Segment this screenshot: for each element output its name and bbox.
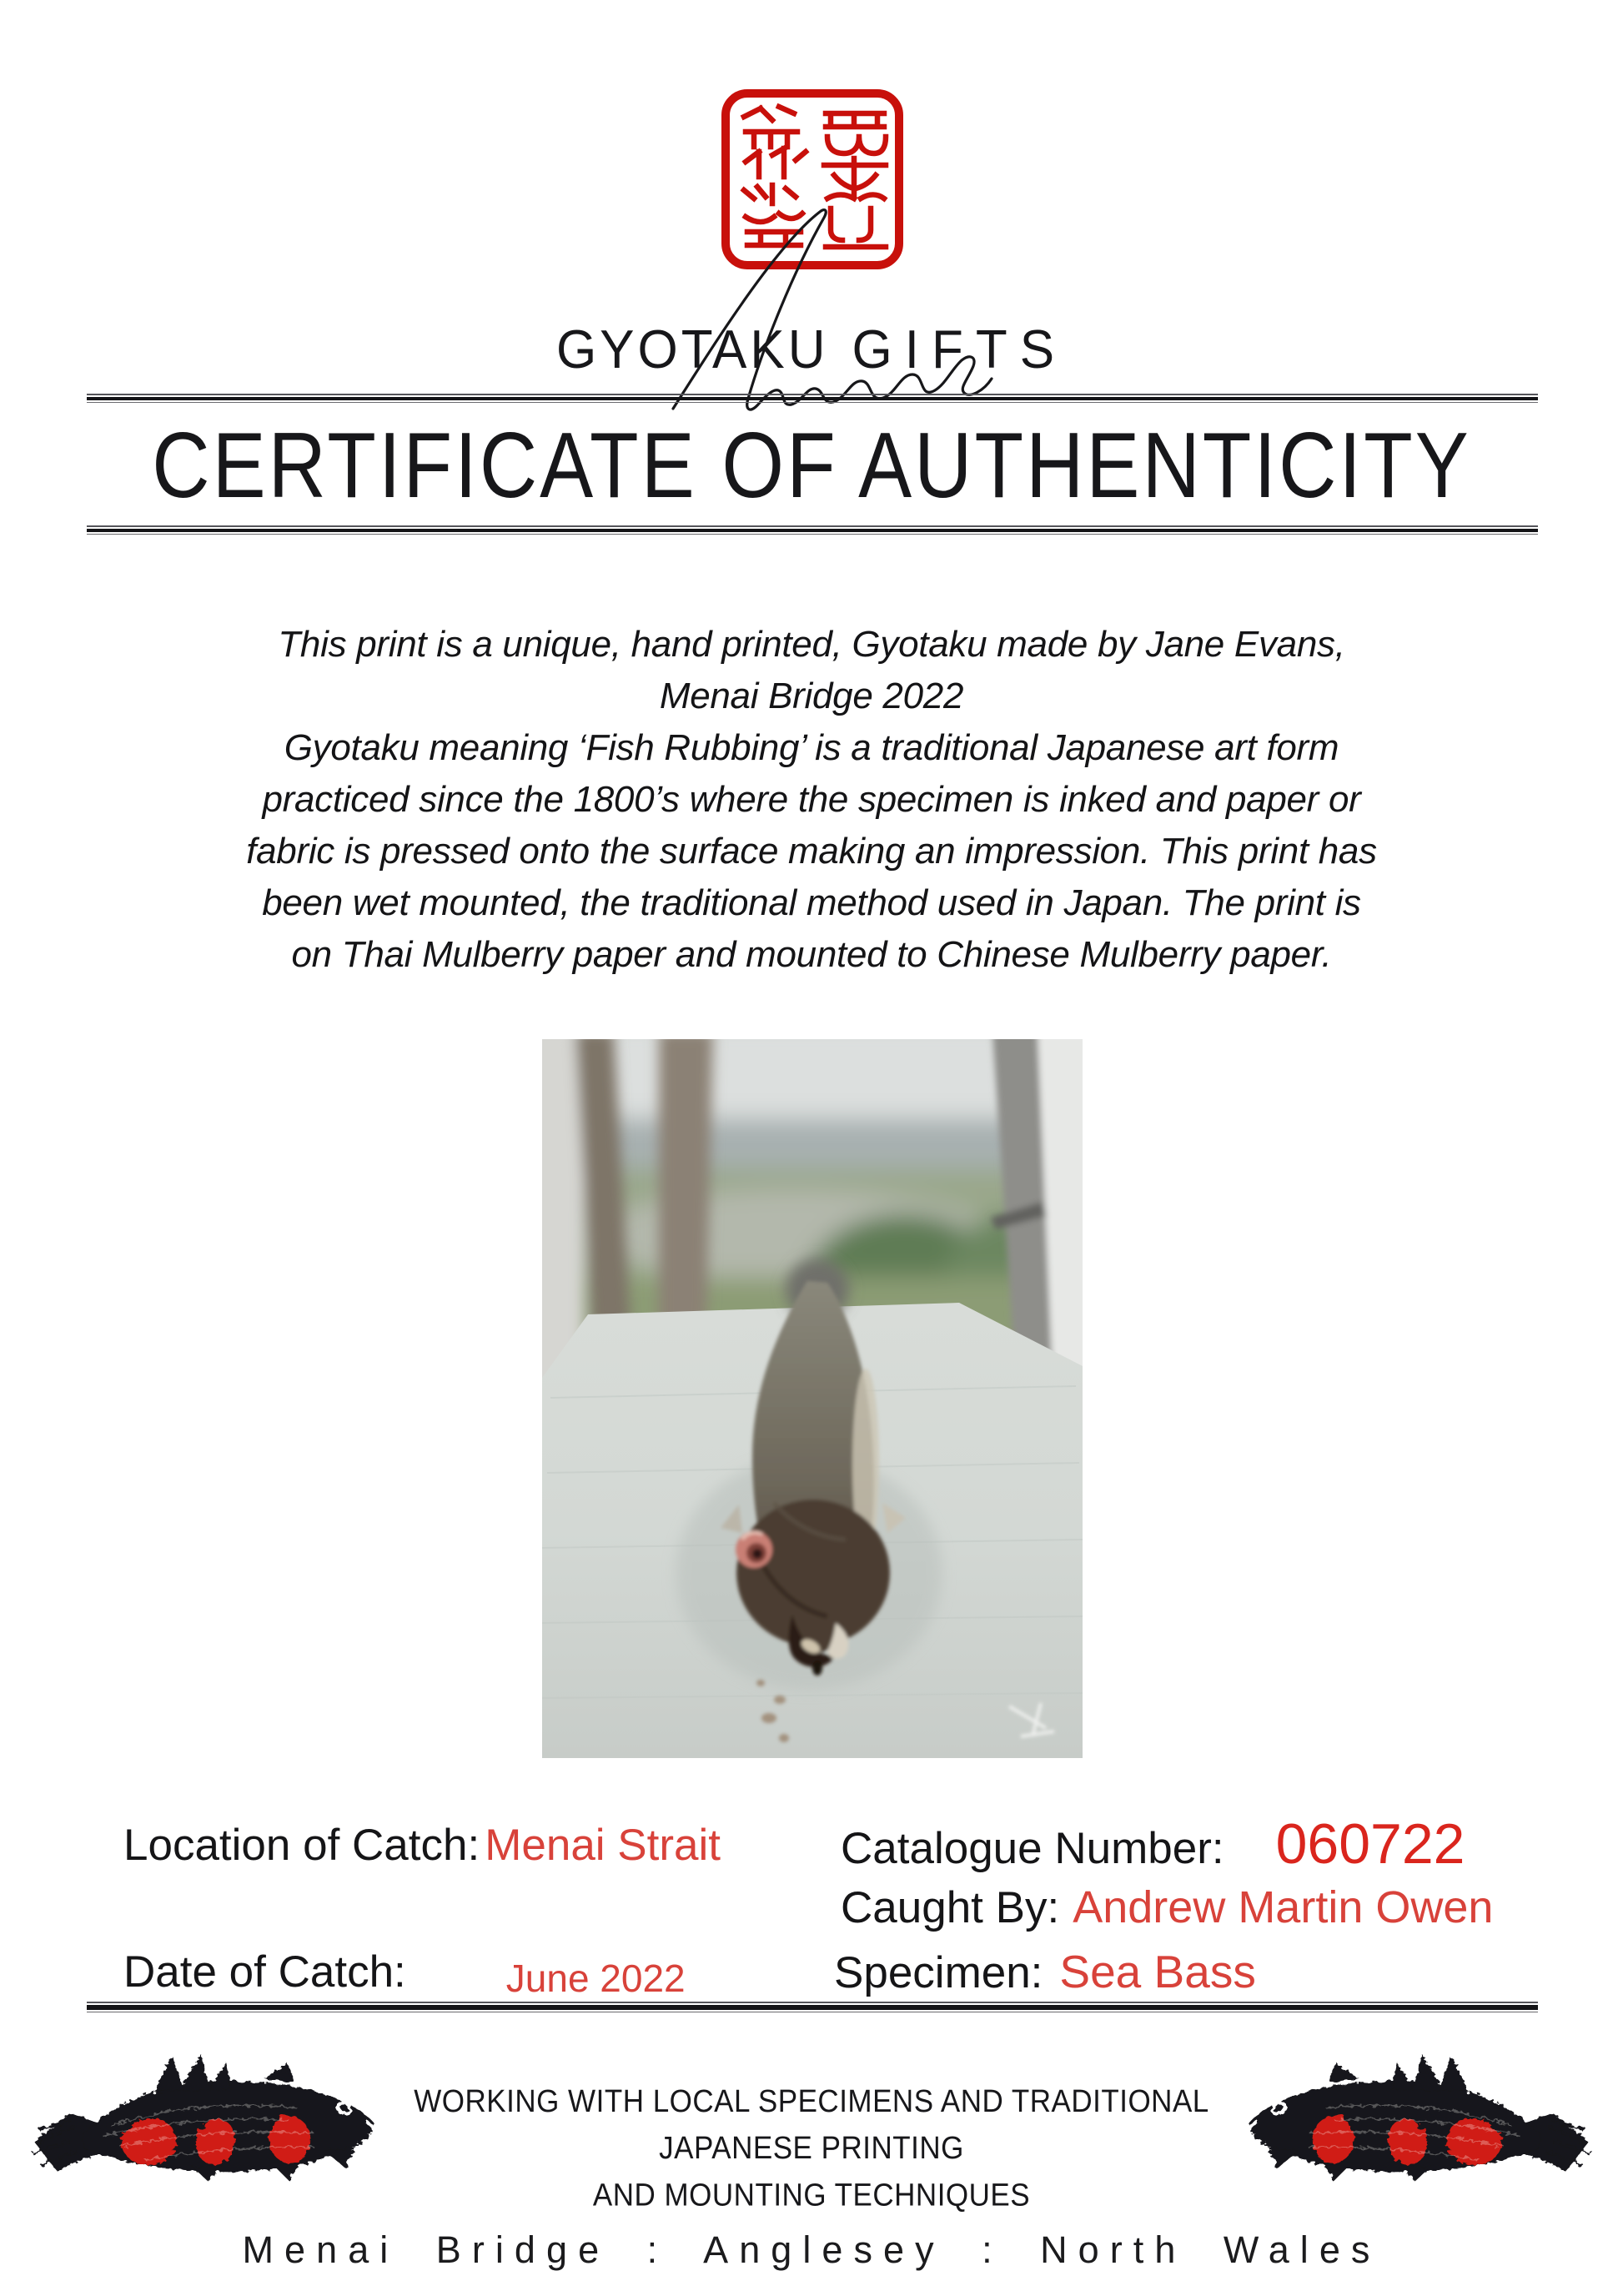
specimen-photo — [542, 1039, 1083, 1758]
divider-footer — [87, 2002, 1538, 2012]
wordmark-gyotaku: GYOTAKU — [555, 319, 829, 380]
footer-tagline — [0, 2078, 1623, 2218]
certificate-title: CERTIFICATE OF AUTHENTICITY — [152, 414, 1471, 518]
intro-line: on Thai Mulberry paper and mounted to Chinese Mulberry paper. — [291, 934, 1332, 975]
tagline-line: WORKING WITH LOCAL SPECIMENS AND TRADITIONAL — [414, 2083, 1209, 2119]
divider-top — [87, 394, 1538, 403]
intro-paragraph — [0, 619, 1623, 981]
footer-address: Menai Bridge : Anglesey : North Wales — [242, 2228, 1381, 2271]
date-value: June 2022 — [505, 1957, 686, 2000]
catalogue-label: Catalogue Number: — [841, 1824, 1224, 1873]
sea-bass-photo-illustration — [542, 1039, 1083, 1758]
location-value: Menai Strait — [485, 1821, 721, 1870]
brand-wordmark — [0, 319, 1623, 381]
catalogue-value: 060722 — [1275, 1812, 1465, 1876]
intro-line: Gyotaku meaning ‘Fish Rubbing’ is a traditional Japanese art form — [284, 727, 1339, 768]
intro-line: been wet mounted, the traditional method used in Japan. The print is — [262, 882, 1361, 923]
red-seal-stamp-icon — [721, 88, 904, 270]
caught-by-row — [841, 1882, 1493, 1933]
specimen-row — [834, 1945, 1256, 1998]
specimen-label: Specimen: — [834, 1948, 1043, 1997]
date-row — [123, 1947, 686, 2000]
date-label: Date of Catch: — [123, 1947, 406, 1997]
intro-line: This print is a unique, hand printed, Gyotaku made by Jane Evans, — [278, 624, 1345, 665]
tagline-line: JAPANESE PRINTING — [659, 2130, 964, 2166]
intro-line: Menai Bridge 2022 — [659, 676, 964, 716]
specimen-value: Sea Bass — [1059, 1946, 1256, 1997]
location-row — [123, 1820, 721, 1871]
caught-by-value: Andrew Martin Owen — [1073, 1882, 1494, 1932]
divider-under-title — [87, 525, 1538, 535]
intro-line: practiced since the 1800’s where the specimen is inked and paper or — [262, 779, 1361, 820]
tagline-line: AND MOUNTING TECHNIQUES — [592, 2177, 1031, 2213]
location-label: Location of Catch: — [123, 1821, 480, 1870]
wordmark-gifts: GIFTS — [852, 319, 1068, 380]
caught-by-label: Caught By: — [841, 1883, 1060, 1932]
intro-line: fabric is pressed onto the surface making an impression. This print has — [246, 831, 1377, 872]
catalogue-row — [841, 1811, 1465, 1876]
